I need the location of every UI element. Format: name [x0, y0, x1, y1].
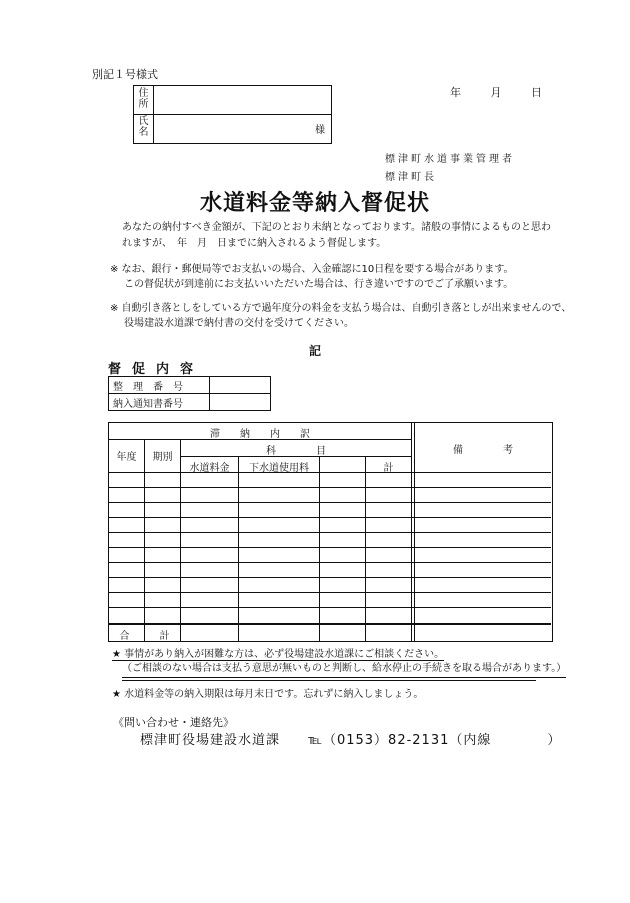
v-line — [144, 440, 145, 641]
note1 — [112, 648, 444, 662]
issuer-line1: 標津町水道事業管理者 — [385, 154, 515, 165]
h-line — [109, 502, 551, 503]
address-label: 住 所 — [134, 86, 154, 114]
issuer-line2: 標津町長 — [385, 172, 437, 183]
note-rule — [122, 680, 536, 681]
h-line — [109, 592, 551, 593]
ki-heading: 記 — [308, 344, 321, 358]
address-row — [134, 86, 331, 115]
ref-number-value — [210, 377, 271, 394]
notice-number-label: 納入通知書番号 — [109, 394, 210, 411]
intro-line1: あなたの納付すべき金額が、下記のとおり未納となっております。諸般の事情によるものと思わ — [122, 222, 551, 233]
form-number: 別記１号様式 — [92, 68, 158, 81]
honorific: 様 — [315, 125, 325, 136]
subtotal-header: 計 — [383, 463, 394, 474]
notice1-line1: ※ なお、銀行・郵便局等でお支払いの場合、入金確認に10日程を要する場合があります。 — [110, 264, 514, 275]
date-line: 年 月 日 — [450, 86, 542, 99]
contents-heading: 督促内容 — [108, 362, 205, 377]
period-header: 期別 — [152, 452, 173, 463]
v-line — [365, 457, 366, 641]
contact-line: 標津町役場建設水道課 ℡（0153）82-2131（内線 ） — [140, 733, 562, 748]
h-line-total — [109, 623, 551, 625]
name-row — [134, 114, 331, 143]
note1-text: ★ 事情があり納入が困難な方は、必ず役場建設水道課にご相談ください。 — [112, 649, 445, 660]
sewer-fee-header: 下水道使用料 — [249, 463, 309, 474]
h-line — [109, 487, 551, 488]
h-line — [109, 607, 551, 608]
items-header: 科 目 — [266, 446, 326, 457]
v-line — [319, 457, 320, 641]
h-line — [109, 532, 551, 533]
delinquency-table — [108, 422, 553, 642]
notice1-line2: この督促状が到達前にお支払いいただいた場合は、行き違いですのでご了承願います。 — [124, 279, 514, 290]
contact-heading: 《問い合わせ・連絡先》 — [113, 716, 234, 729]
intro-line2: れますが、 年 月 日までに納入されるよう督促します。 — [122, 238, 387, 249]
remarks-header: 備 考 — [453, 445, 513, 456]
delinquent-breakdown-header: 滞 納 内 訳 — [210, 429, 310, 440]
year-header: 年度 — [116, 452, 137, 463]
water-fee-header: 水道料金 — [189, 463, 230, 474]
note1-sub: （ご相談のない場合は支払う意思が無いものと判断し、給水停止の手続きを取る場合があります。） — [122, 662, 566, 678]
name-label: 氏 名 — [134, 114, 154, 143]
note2: ★ 水道料金等の納入期限は毎月末日です。忘れずに納入しましょう。 — [112, 689, 424, 700]
notice-number-value — [210, 394, 271, 411]
reference-table — [108, 376, 271, 411]
recipient-box — [133, 85, 332, 144]
page-title: 水道料金等納入督促状 — [199, 191, 430, 216]
h-line — [109, 562, 551, 563]
notice2-line2: 役場建設水道課で納付書の交付を受けてください。 — [124, 318, 354, 329]
h-line — [109, 517, 551, 518]
ref-number-label: 整 理 番 号 — [109, 377, 210, 394]
h-line — [109, 547, 551, 548]
notice2-line1: ※ 自動引き落としをしている方で過年度分の料金を支払う場合は、自動引き落としが出来ませんので、 — [110, 303, 572, 314]
h-line — [109, 577, 551, 578]
v-line — [238, 457, 239, 641]
h-line — [109, 472, 551, 473]
grand-total-label: 合 計 — [119, 631, 170, 642]
